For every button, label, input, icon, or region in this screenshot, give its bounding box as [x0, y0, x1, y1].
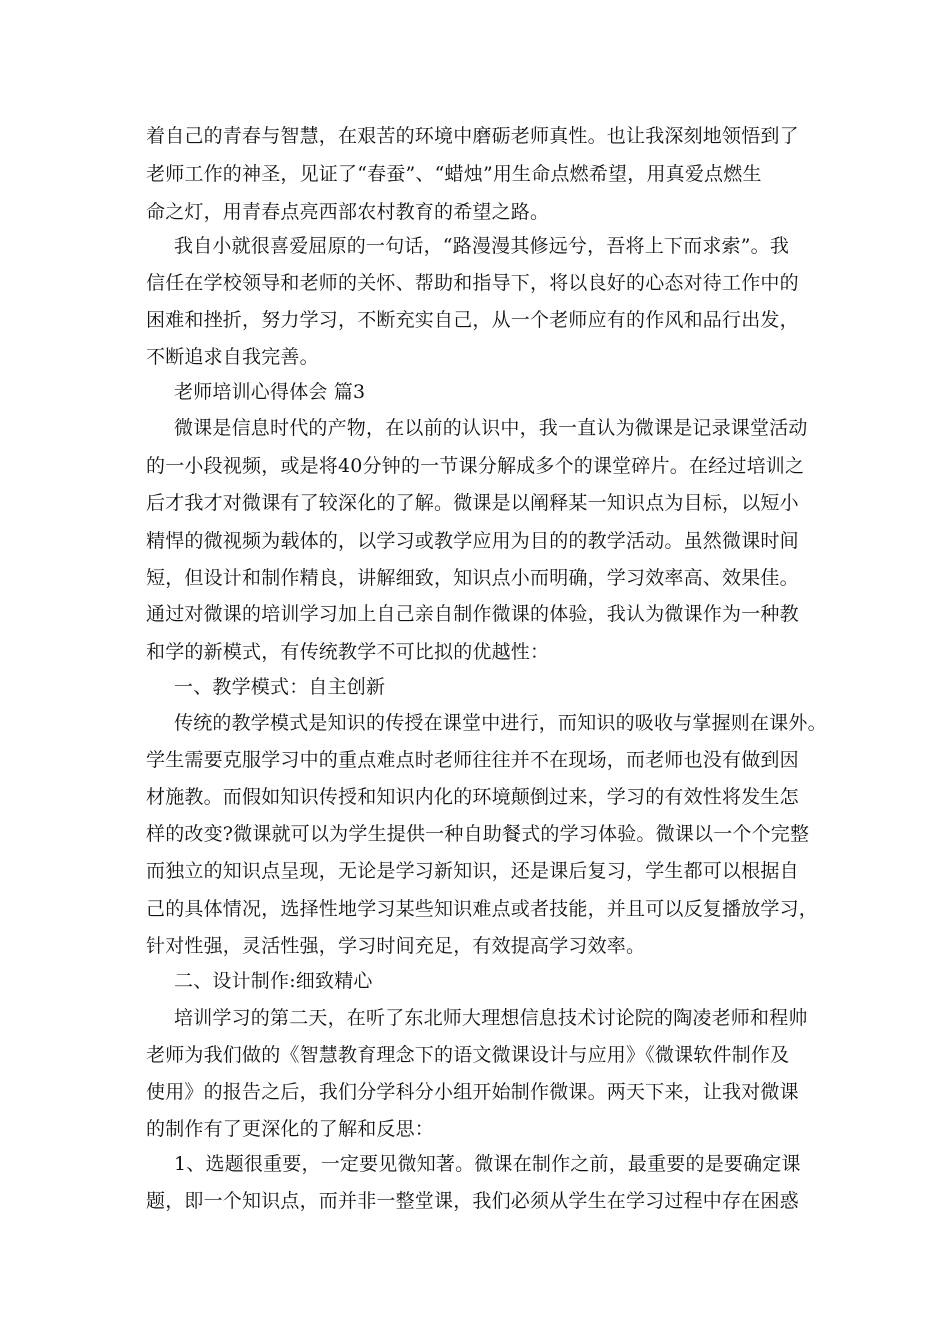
text-line: 困难和挫折，努力学习，不断充实自己，从一个老师应有的作风和品行出发，	[146, 309, 799, 331]
section-heading: 老师培训心得体会 篇3	[174, 381, 366, 403]
text-line: 不断追求自我完善。	[146, 346, 319, 368]
text-line: 材施教。而假如知识传授和知识内化的环境颠倒过来，学习的有效性将发生怎	[146, 786, 799, 808]
text-line: 培训学习的第二天，在听了东北师大理想信息技术讨论院的陶凌老师和程帅	[174, 1007, 808, 1029]
text-line: 信任在学校领导和老师的关怀、帮助和指导下，将以良好的心态对待工作中的	[146, 272, 799, 294]
text-line: 着自己的青春与智慧，在艰苦的环境中磨砺老师真性。也让我深刻地领悟到了	[146, 125, 799, 147]
text-line: 1、选题很重要，一定要见微知著。微课在制作之前，最重要的是要确定课	[174, 1153, 801, 1175]
text-line: 针对性强，灵活性强，学习时间充足，有效提高学习效率。	[146, 935, 646, 957]
subsection-heading: 二、设计制作:细致精心	[174, 970, 373, 992]
text-line: 样的改变?微课就可以为学生提供一种自助餐式的学习体验。微课以一个个完整	[146, 823, 810, 845]
text-line: 使用》的报告之后，我们分学科分小组开始制作微课。两天下来，让我对微课	[146, 1081, 799, 1103]
text-line: 命之灯，用青春点亮西部农村教育的希望之路。	[146, 201, 550, 223]
subsection-heading: 一、教学模式：自主创新	[174, 676, 386, 698]
text-line: 我自小就很喜爱屈原的一句话，“路漫漫其修远兮，吾将上下而求索”。我	[174, 235, 790, 257]
text-line: 通过对微课的培训学习加上自己亲自制作微课的体验，我认为微课作为一种教	[146, 603, 799, 625]
text-line: 而独立的知识点呈现，无论是学习新知识，还是课后复习，学生都可以根据自	[146, 860, 799, 882]
text-line: 短，但设计和制作精良，讲解细致，知识点小而明确，学习效率高、效果佳。	[146, 567, 799, 589]
text-line: 题，即一个知识点，而并非一整堂课，我们必须从学生在学习过程中存在困惑	[146, 1190, 799, 1212]
text-line: 学生需要克服学习中的重点难点时老师往往并不在现场，而老师也没有做到因	[146, 749, 799, 771]
text-line: 后才我才对微课有了较深化的了解。微课是以阐释某一知识点为目标，以短小	[146, 492, 799, 514]
text-line: 的制作有了更深化的了解和反思：	[146, 1118, 435, 1140]
text-line: 微课是信息时代的产物，在以前的认识中，我一直认为微课是记录课堂活动	[174, 417, 808, 439]
text-line: 传统的教学模式是知识的传授在课堂中进行，而知识的吸收与掌握则在课外。	[174, 712, 827, 734]
text-line: 老师工作的神圣，见证了“春蚕”、“蜡烛”用生命点燃希望，用真爱点燃生	[146, 163, 762, 185]
text-line: 的一小段视频，或是将40分钟的一节课分解成多个的课堂碎片。在经过培训之	[146, 455, 805, 477]
text-line: 己的具体情况，选择性地学习某些知识难点或者技能，并且可以反复播放学习，	[146, 898, 819, 920]
text-line: 和学的新模式，有传统教学不可比拟的优越性：	[146, 641, 550, 663]
text-line: 老师为我们做的《智慧教育理念下的语文微课设计与应用》《微课软件制作及	[146, 1044, 790, 1066]
text-line: 精悍的微视频为载体的，以学习或教学应用为目的的教学活动。虽然微课时间	[146, 530, 799, 552]
